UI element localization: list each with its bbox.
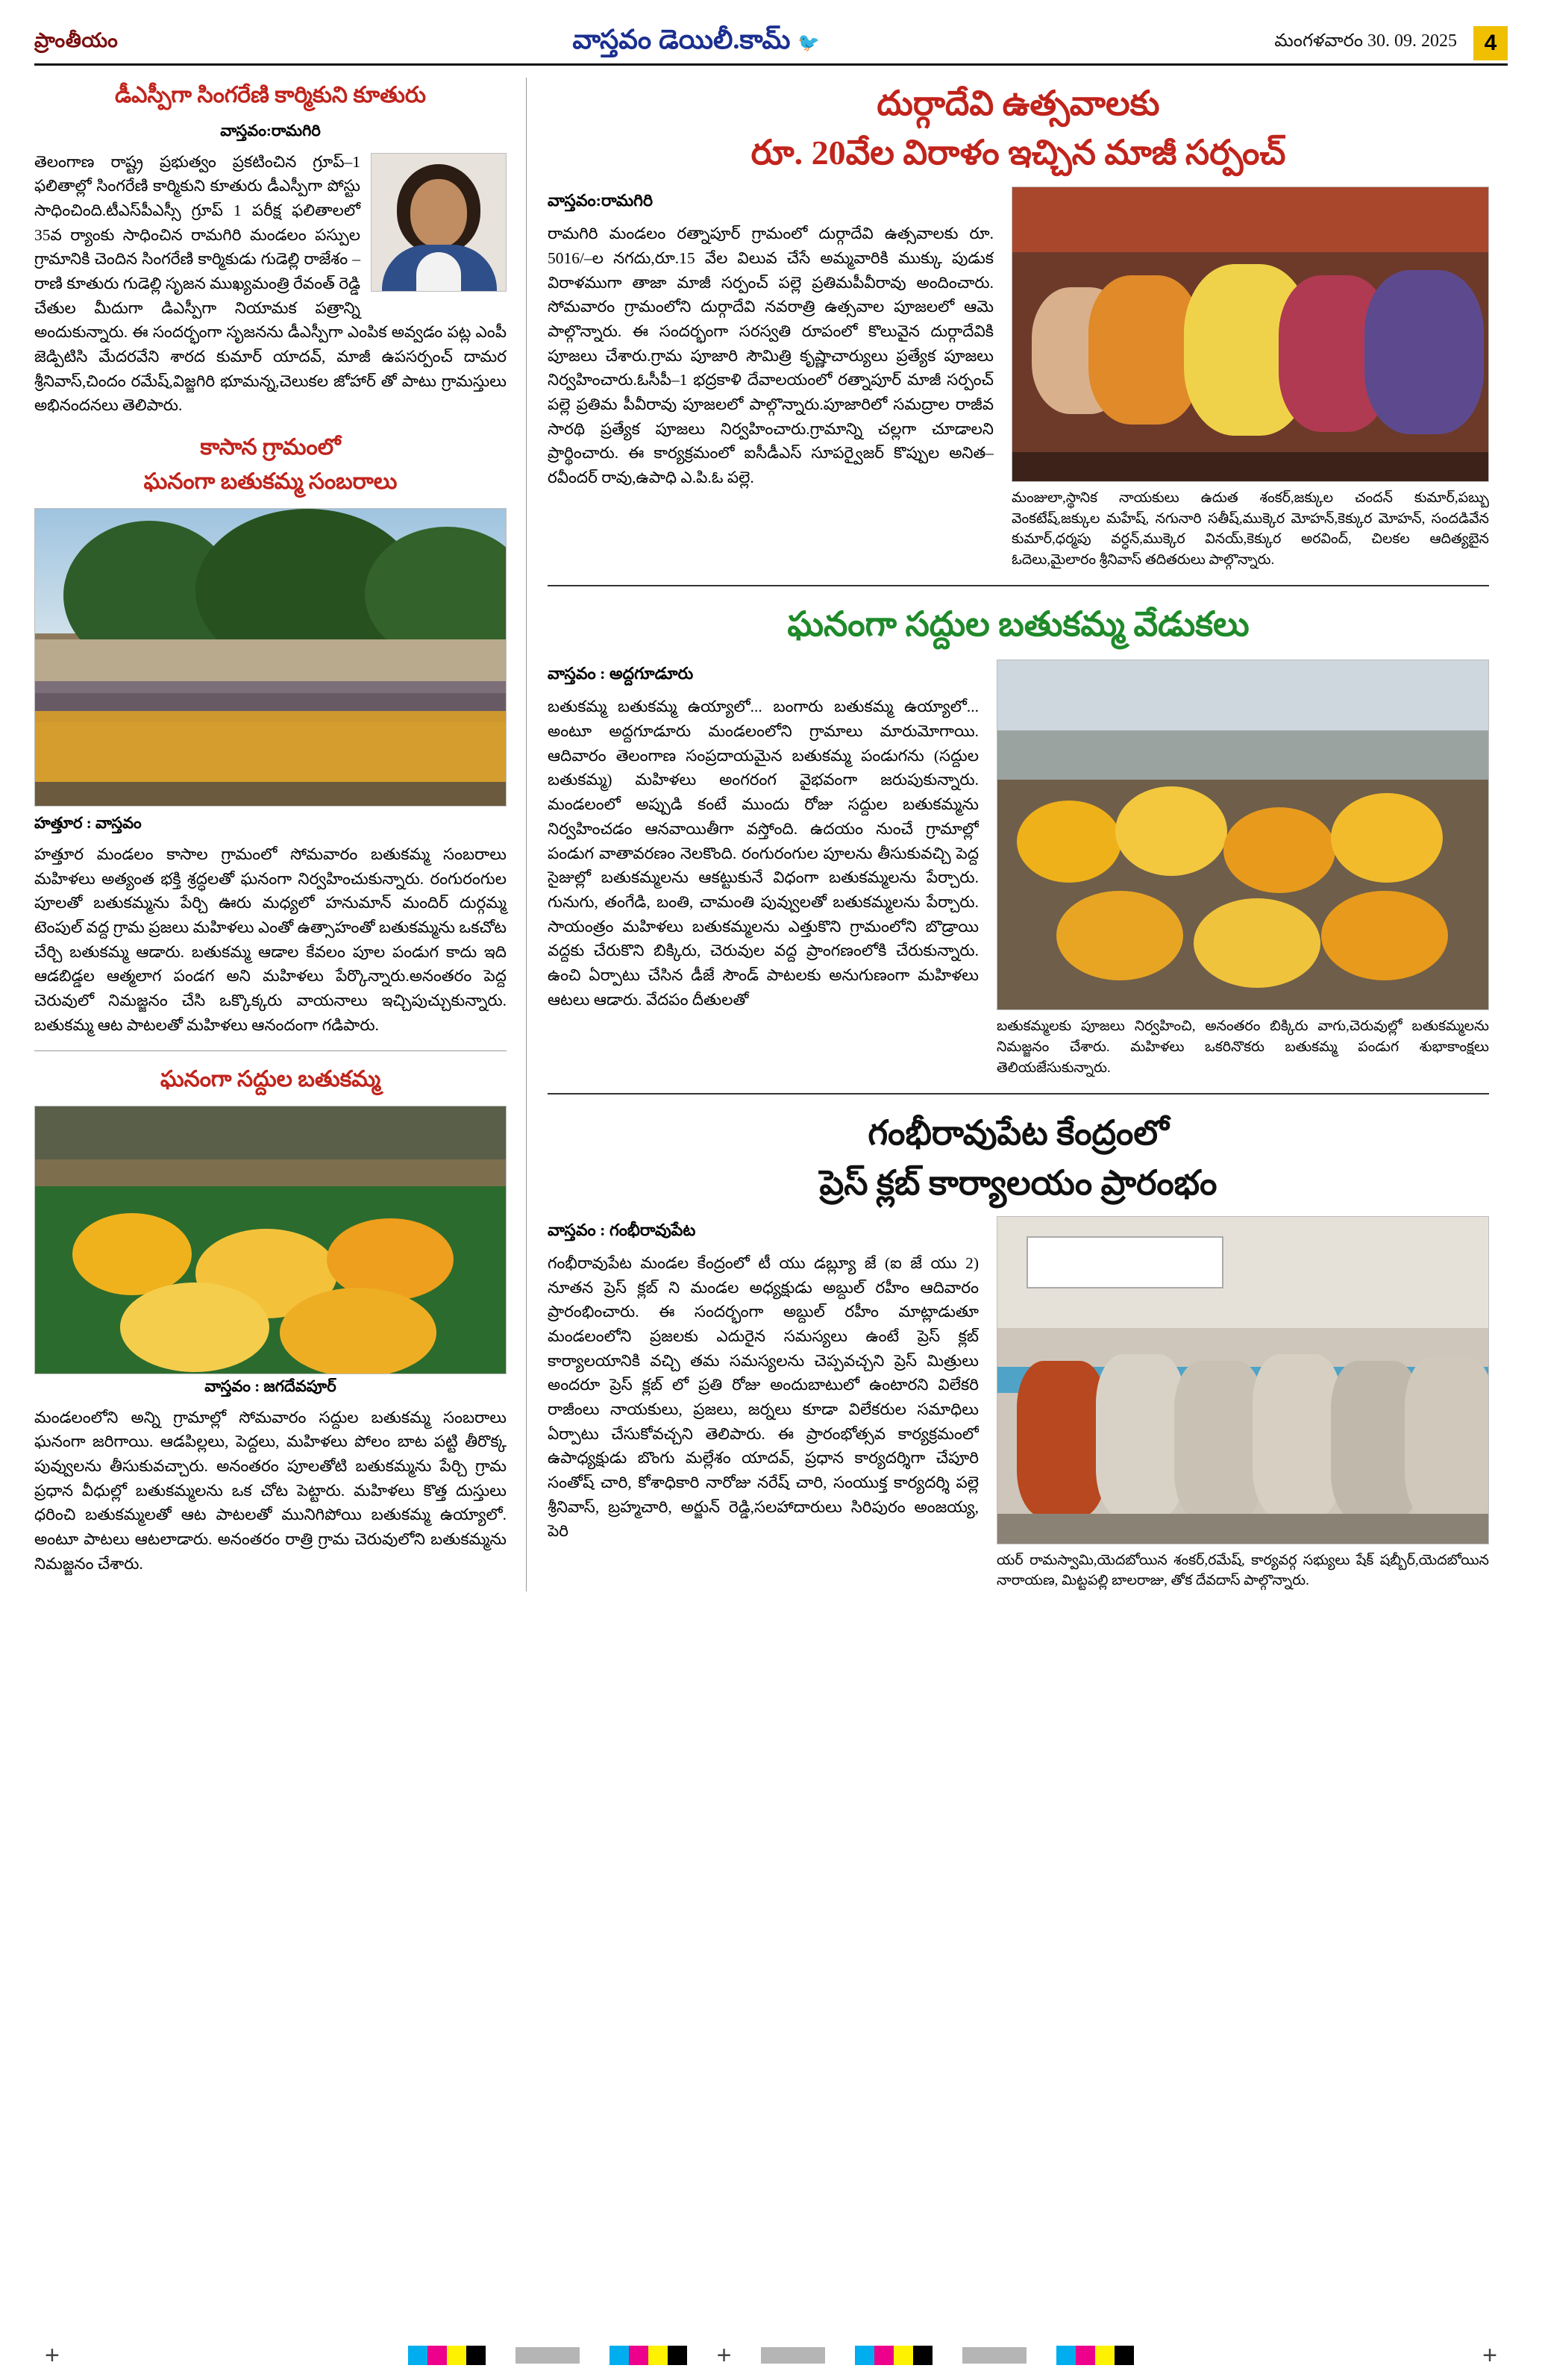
page-number-badge: 4 — [1473, 26, 1508, 60]
article-headline-line2: ప్రెస్ క్లబ్ కార్యాలయం ప్రారంభం — [819, 1163, 1217, 1202]
article-headline-line2: ఘనంగా బతుకమ్మ సంబరాలు — [143, 469, 398, 495]
article-body: బతుకమ్మ బతుకమ్మ ఉయ్యాలో... బంగారు బతుకమ్మ ఉయ్యాలో... అంటూ అద్దగూడూరు మండలంలోని గ్రామాలు మారుమోగాయి. ఆదివారం తెలంగాణ సంప్రదాయమైన బతుకమ్మ పండుగను (సద్దుల బతుకమ్మ) మహిళలు అంగరంగ వైభవంగా జరుపుకున్నారు. మండలంలో అప్పుడి కంటే ముందు రోజు సద్దుల బతుకమ్మను నిర్వహించడం ఆనవాయితీగా వస్తోంది. ఉదయం నుంచే గ్రామాల్లో పండుగ వాతావరణం నెలకొంది. రంగురంగుల పూలను తీసుకువచ్చి పెద్ద సైజుల్లో బతుకమ్మలను ఆకట్టుకునే విధంగా బతుకమ్మలను పేర్చారు. గునుగు, తంగేడి, బంతి, చామంతి పువ్వులతో బతుకమ్మలను పేర్చారు. సాయంత్రం మహిళలు బతుకమ్మలను ఎత్తుకొని గ్రామంలోని బొడ్రాయి వద్దకు చేరుకొని బిక్కిరు, చెరువుల వద్ద ప్రాంగణంలోకి చేరుకున్నారు. ఉంచి ఏర్పాటు చేసిన డీజే సౌండ్ పాటలకు అనుగుణంగా మహిళలు ఆటలు ఆడారు. వేదపం దీతులతో — [548, 698, 979, 1009]
article-byline: వాస్తవం:రామగిరి — [220, 121, 321, 140]
publication-date: మంగళవారం 30. 09. 2025 — [1274, 31, 1457, 51]
article-saddula-left — [34, 1065, 507, 1576]
article-byline: వాస్తవం : గంభీరావుపేట — [548, 1220, 696, 1239]
right-column — [527, 78, 1489, 1591]
page-content — [34, 78, 1508, 1591]
registration-mark-icon: + — [45, 2341, 60, 2370]
left-column — [34, 78, 527, 1591]
article-body: హత్తూర మండలం కాసాల గ్రామంలో సోమవారం బతుకమ్మ సంబరాలు మహిళలు అత్యంత భక్తి శ్రద్ధలతో ఘనంగా నిర్వహించుకున్నారు. రంగురంగుల పూలతో బతుకమ్మను పేర్చి ఊరు మధ్యలో హనుమాన్ మందిర్ దుర్గమ్మ టెంపుల్ వద్ద గ్రామ ప్రజలు మహిళలు ఎంతో ఉత్సాహంతో బతుకమ్మను ఒకచోట చేర్చి బతుకమ్మ ఆడారు. బతుకమ్మ ఆడాల కేవలం పూల పండుగ కాదు ఇది ఆడబిడ్డల ఆత్మలాగ పండగ అని మహిళలు పేర్కొన్నారు.అనంతరం పెద్ద చెరువులో నిమజ్జనం చేసి ఒక్కొక్కరు వాయనాలు ఇచ్చిపుచ్చుకున్నారు. బతుకమ్మ ఆట పాటలతో మహిళలు ఆనందంగా గడిపారు. — [34, 845, 507, 1034]
article-byline: హత్తూర : వాస్తవం — [34, 813, 142, 832]
saddula-bathukamma-photo — [34, 1106, 507, 1374]
color-swatches — [855, 2346, 933, 2365]
print-registration-bar — [0, 2331, 1542, 2380]
article-headline-line1: కాసాన గ్రామంలో — [200, 434, 341, 460]
swatch-cyan — [855, 2346, 874, 2365]
swatch-cyan — [408, 2346, 427, 2365]
article-byline: వాస్తవం:రామగిరి — [548, 191, 654, 210]
registration-mark-icon: + — [1482, 2341, 1497, 2370]
swatch-cyan — [1056, 2346, 1076, 2365]
durgadevi-temple-photo — [1012, 187, 1489, 482]
masthead — [34, 22, 1508, 66]
color-swatches — [1056, 2346, 1134, 2365]
photo-caption: బతుకమ్మలకు పూజలు నిర్వహించి, అనంతరం బిక్కిరు వాగు,చెరువుల్లో బతుకమ్మలను నిమజ్జనం చేశారు. మహిళలు ఒకరినొకరు బతుకమ్మ పండుగ శుభాకాంక్షలు తెలియజేసుకున్నారు. — [997, 1018, 1489, 1076]
kasana-bathukamma-photo — [34, 508, 507, 807]
registration-swatch-group — [408, 2343, 1135, 2368]
gray-density-block — [515, 2347, 580, 2364]
publication-title-block — [572, 24, 820, 62]
swatch-black — [1115, 2346, 1134, 2365]
newspaper-page — [0, 22, 1542, 2380]
swatch-magenta — [629, 2346, 648, 2365]
swatch-yellow — [648, 2346, 668, 2365]
article-kasana-village — [34, 433, 507, 1037]
article-headline-line1: గంభీరావుపేట కేంద్రంలో — [868, 1114, 1169, 1153]
saddula-photo-block — [997, 660, 1489, 1078]
article-headline-line2: రూ. 20వేల విరాళం ఇచ్చిన మాజీ సర్పంచ్ — [750, 134, 1286, 172]
dsp-portrait-photo — [371, 153, 507, 292]
swatch-cyan — [609, 2346, 629, 2365]
photo-caption: మంజులా,స్థానిక నాయకులు ఉదుత శంకర్,జక్కుల చందన్ కుమార్,పబ్బు వెంకటేష్,జక్కుల మహేష్, నగునారి సతీష్,ముక్కెర మోహన్,కెక్కుర మోహన్, సందడివేన కుమార్,ధర్మపు వర్ధన్,ముక్కెర వినయ్,కెక్కుర అరవింద్, చిలకల ఆదిత్యబైన ఓదెలు,మైలారం శ్రీనివాస్ తదితరులు పాల్గొన్నారు. — [1012, 490, 1489, 568]
article-headline: ఘనంగా సద్దుల బతుకమ్మ — [160, 1067, 381, 1092]
color-swatches — [408, 2346, 486, 2365]
swatch-black — [466, 2346, 486, 2365]
saddula-procession-photo — [997, 660, 1489, 1010]
press-club-inauguration-photo — [997, 1216, 1489, 1544]
divider — [34, 1050, 507, 1051]
divider — [548, 585, 1489, 586]
gray-density-block — [962, 2347, 1027, 2364]
press-club-photo-block — [997, 1216, 1489, 1591]
swatch-yellow — [894, 2346, 913, 2365]
swatch-yellow — [447, 2346, 466, 2365]
swatch-black — [668, 2346, 687, 2365]
article-body: తెలంగాణ రాష్ట్ర ప్రభుత్వం ప్రకటించిన గ్రూప్–1 ఫలితాల్లో సింగరేణి కార్మికుని కూతురు డీఎస్పీగా పోస్టు సాధించింది.టీఎస్‌పీఎస్సీ గ్రూప్ 1 పరీక్ష ఫలితాలలో 35వ ర్యాంకు సాధించిన రామగిరి మండలం పస్పుల గ్రామానికి చెందిన సింగరేణి కార్మికుడు గుడెల్లి రాజేశం – రాణి కూతురు గుడెల్లి సృజన ముఖ్యమంత్రి రేవంత్ రెడ్డి చేతుల మీదుగా డిఎస్పీగా నియామక పత్రాన్ని అందుకున్నారు. ఈ సందర్భంగా సృజనను డీఎస్పీగా ఎంపిక అవ్వడం పట్ల ఎంపీ జెడ్పిటిసి మేదరవేని శారద కుమార్ యాదవ్, మాజీ ఉపసర్పంచ్ దామర శ్రీనివాస్,చిందం రమేష్,విజ్జగిరి భూమన్న,చెలుకల జోహార్ తో పాటు గ్రామస్తులు అభినందనలు తెలిపారు. — [34, 152, 507, 415]
article-press-club — [548, 1109, 1489, 1591]
article-byline: వాస్తవం : అద్దగూడూరు — [548, 664, 694, 683]
swatch-magenta — [427, 2346, 447, 2365]
article-headline: ఘనంగా సద్దుల బతుకమ్మ వేడుకలు — [787, 605, 1250, 644]
article-dsp-daughter — [34, 81, 507, 425]
publication-title: వాస్తవం — [572, 25, 652, 54]
swatch-magenta — [1076, 2346, 1095, 2365]
masthead-right — [1274, 26, 1508, 60]
swatch-yellow — [1095, 2346, 1115, 2365]
article-durgadevi — [548, 81, 1489, 570]
article-body: రామగిరి మండలం రత్నాపూర్ గ్రామంలో దుర్గాదేవి ఉత్సవాలకు రూ. 5016/–ల నగదు,రూ.15 వేల విలువ చేసే అమ్మవారికి ముక్కు పుడుక విరాళముగా తాజా మాజీ సర్పంచ్ పల్లె ప్రతిమపీవీరావు అందించారు. సోమవారం గ్రామంలోని దుర్గాదేవి నవరాత్రి ఉత్సవాల పూజలలో ఆమె పాల్గొన్నారు. ఈ సందర్భంగా సరస్వతి రూపంలో కొలువైన దుర్గాదేవికి పూజలు చేశారు.గ్రామ పూజారి సౌమిత్రి కృష్ణాచార్యులు ప్రత్యేక పూజలు నిర్వహించారు.ఓసీపీ–1 భద్రకాళి దేవాలయంలో రత్నాపూర్ మాజీ సర్పంచ్ పల్లె ప్రతిమ పీవీరావు పూజలలో పాల్గొన్నారు.పూజారిలో సమద్రాల రాజీవ సారథి ప్రత్యేక పూజలు నిర్వహించారు.గ్రామాన్ని చల్లగా చూడాలని ప్రార్థించారు. ఈ కార్యక్రమంలో ఐసీడీఎస్ సూపర్వైజర్ కొప్పుల అనిత–రవీందర్ రావు,ఉపాధి ఎ.పి.ఓ పల్లె. — [548, 225, 994, 486]
gray-density-block — [761, 2347, 825, 2364]
swatch-black — [913, 2346, 933, 2365]
registration-mark-icon: + — [716, 2341, 732, 2370]
photo-caption: యర్ రామస్వామి,యెదబోయిన శంకర్,రమేష్, కార్యవర్గ సభ్యులు షేక్ షబ్బీర్,యెదబోయిన నారాయణ, మిట్టపల్లి బాలరాజు, తోక దేవదాస్ పాల్గొన్నారు. — [997, 1552, 1489, 1589]
swatch-magenta — [874, 2346, 894, 2365]
article-body: గంభీరావుపేట మండల కేంద్రంలో టీ యు డబ్ల్యూ జే (ఐ జే యు 2) నూతన ప్రెస్ క్లబ్ ని మండల అధ్యక్షుడు అబ్దుల్ రహీం ఆదివారం ప్రారంభించారు. ఈ సందర్భంగా అబ్దుల్ రహీం మాట్లాడుతూ మండలంలోని ప్రజలకు ఎదురైన సమస్యలు ఉంటే ప్రెస్ క్లబ్ కార్యాలయానికి వచ్చి తమ సమస్యలను చెప్పవచ్చని ప్రెస్ మిత్రులు అందరూ ప్రెస్ క్లబ్ లో ప్రతి రోజు అందుబాటులో ఉంటారని విలేకరి రాజీంలు నాయకులు, ప్రజలు, జర్నలు కూడా విలేకరుల సమాధిలు ఏర్పాటు చేసుకోవచ్చని తెలిపారు. ఈ ప్రారంభోత్సవ కార్యక్రమంలో ఉపాధ్యక్షుడు బొంగు మల్లేశం యాదవ్, ప్రధాన కార్యదర్శిగా చేపూరి సంతోష్ చారి, కోశాధికారి నారోజు నరేష్ చారి, సంయుక్త కార్యదర్శి పల్లె శ్రీనివాస్, బ్రహ్మచారి, అర్జున్ రెడ్డి,సలహాదారులు సిరిపురం అంజయ్య, పెరి — [548, 1253, 979, 1541]
article-headline-line1: దుర్గాదేవి ఉత్సవాలకు — [877, 84, 1160, 122]
article-byline: వాస్తవం : జగదేవపూర్ — [204, 1377, 336, 1395]
durgadevi-photo-block — [1012, 187, 1489, 570]
color-swatches — [609, 2346, 687, 2365]
article-body: మండలంలోని అన్ని గ్రామాల్లో సోమవారం సద్దుల బతుకమ్మ సంబరాలు ఘనంగా జరిగాయి. ఆడపిల్లలు, పెద్దలు, మహిళలు పోలం బాట పట్టి తీరొక్క పువ్వులను తీసుకువచ్చారు. అనంతరం పూలతోటి బతుకమ్మను పేర్చి గ్రామ ప్రధాన వీధుల్లో బతుకమ్మలను ఒక చోట పెట్టారు. మహిళలు కొత్త దుస్తులు ధరించి బతుకమ్మలతో ఆట పాటలతో మునిగిపోయి బతుకమ్మ ఉయ్యాలో. అంటూ పాటలు ఆటలాడారు. అనంతరం రాత్రి గ్రామ చెరువులోని బతుకమ్మను నిమజ్జనం చేశారు. — [34, 1408, 507, 1573]
divider — [548, 1093, 1489, 1095]
article-saddula-main — [548, 601, 1489, 1078]
publication-subtitle: డెయిలీ.కామ్ — [659, 25, 791, 54]
bird-icon: 🐦 — [797, 33, 821, 53]
article-headline: డీఎస్పీగా సింగరేణి కార్మికుని కూతురు — [114, 83, 427, 107]
section-label: ప్రాంతీయం — [34, 28, 119, 51]
